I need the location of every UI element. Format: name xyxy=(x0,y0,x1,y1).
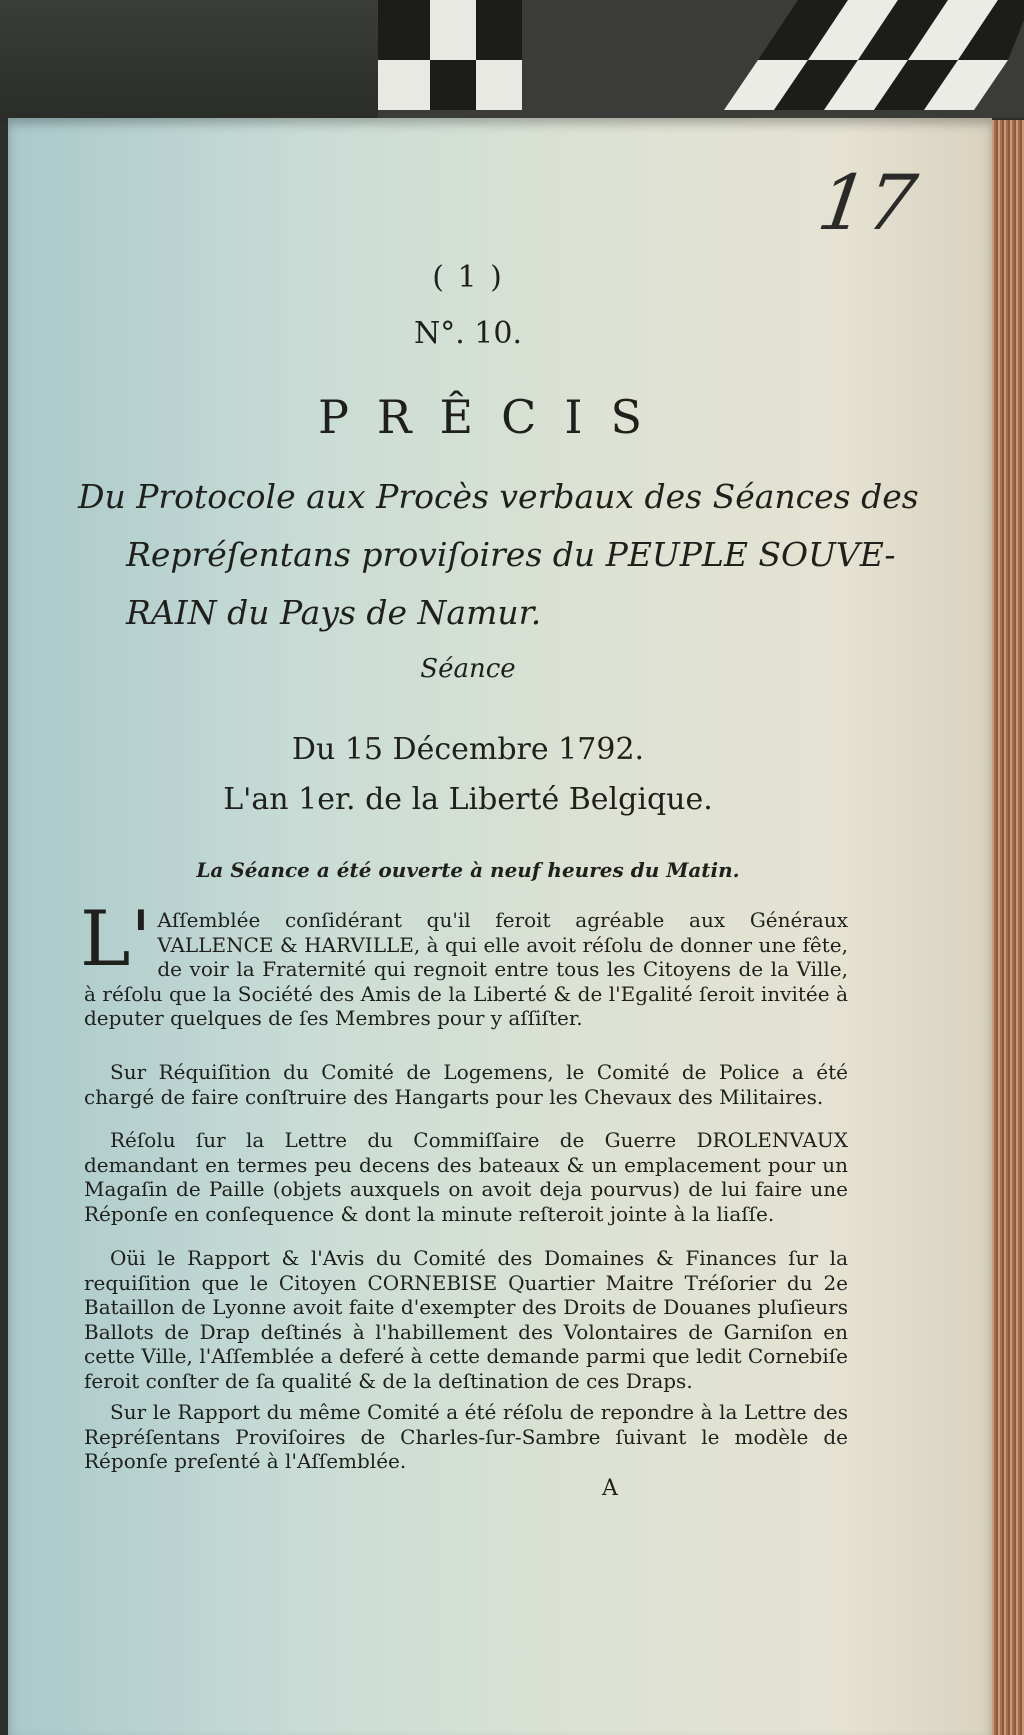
document-title: PRÊCIS xyxy=(317,390,671,444)
document-page xyxy=(8,118,992,1735)
paragraph: Réſolu ſur la Lettre du Commiſſaire de Guerre DROLENVAUX demandant en termes peu decens des bateaux & un emplacement pour un Magaſin de Paille (objets auxquels on avoit deja pourvus) de lui faire une Réponſe en conſequence & dont la minute reſteroit jointe à la liaſſe. xyxy=(84,1128,848,1226)
session-date: Du 15 Décembre 1792. xyxy=(291,732,645,767)
liberty-year: L'an 1er. de la Liberté Belgique. xyxy=(223,782,713,817)
seance-label: Séance xyxy=(420,654,516,684)
page-number: ( 1 ) xyxy=(432,260,504,295)
paragraph xyxy=(80,894,848,1031)
session-opening-note: La Séance a été ouverte à neuf heures du Matin. xyxy=(196,858,740,882)
issue-number: N°. 10. xyxy=(413,316,523,351)
document-subtitle xyxy=(78,468,919,642)
paragraph-text: Aſſemblée conſidérant qu'il feroit agréable aux Généraux VALLENCE & HARVILLE, à qui elle avoit réſolu de donner une fête, de voir la Fraternité qui regnoit entre tous les Citoyens de la Ville, à réſolu que la Société des Amis de la Liberté & de l'Egalité ſeroit invitée à deputer quelques de ſes Membres pour y aſſiſter. xyxy=(84,908,848,1030)
subtitle-line: RAIN du Pays de Namur. xyxy=(126,593,542,632)
drop-cap: L' xyxy=(80,894,152,983)
paragraph: Oüi le Rapport & l'Avis du Comité des Domaines & Finances ſur la requiſition que le Citoyen CORNEBISE Quartier Maitre Tréſorier du 2e Bataillon de Lyonne avoit faite d'exempter des Droits de Douanes pluſieurs Ballots de Drap deſtinés à l'habillement des Volontaires de Garniſon en cette Ville, l'Aſſemblée a deferé à cette demande parmi que ledit Cornebiſe feroit conſter de ſa qualité & de la deſtination de ces Draps. xyxy=(84,1246,848,1393)
paragraph: Sur Réquiſition du Comité de Logemens, le Comité de Police a été chargé de faire conſtruire des Hangarts pour les Chevaux des Militaires. xyxy=(84,1060,848,1109)
color-calibration-checker xyxy=(378,0,1024,118)
handwritten-folio-number: 17 xyxy=(813,158,923,247)
book-page-edges xyxy=(990,120,1024,1735)
signature-mark: A xyxy=(602,1476,618,1501)
subtitle-line: Du Protocole aux Procès verbaux des Séances des xyxy=(78,477,919,516)
paragraph: Sur le Rapport du même Comité a été réſolu de repondre à la Lettre des Repréſentans Proviſoires de Charles-ſur-Sambre ſuivant le modèle de Réponſe preſenté à l'Aſſemblée. xyxy=(84,1400,848,1473)
subtitle-line: Repréſentans proviſoires du PEUPLE SOUVE- xyxy=(126,535,896,574)
